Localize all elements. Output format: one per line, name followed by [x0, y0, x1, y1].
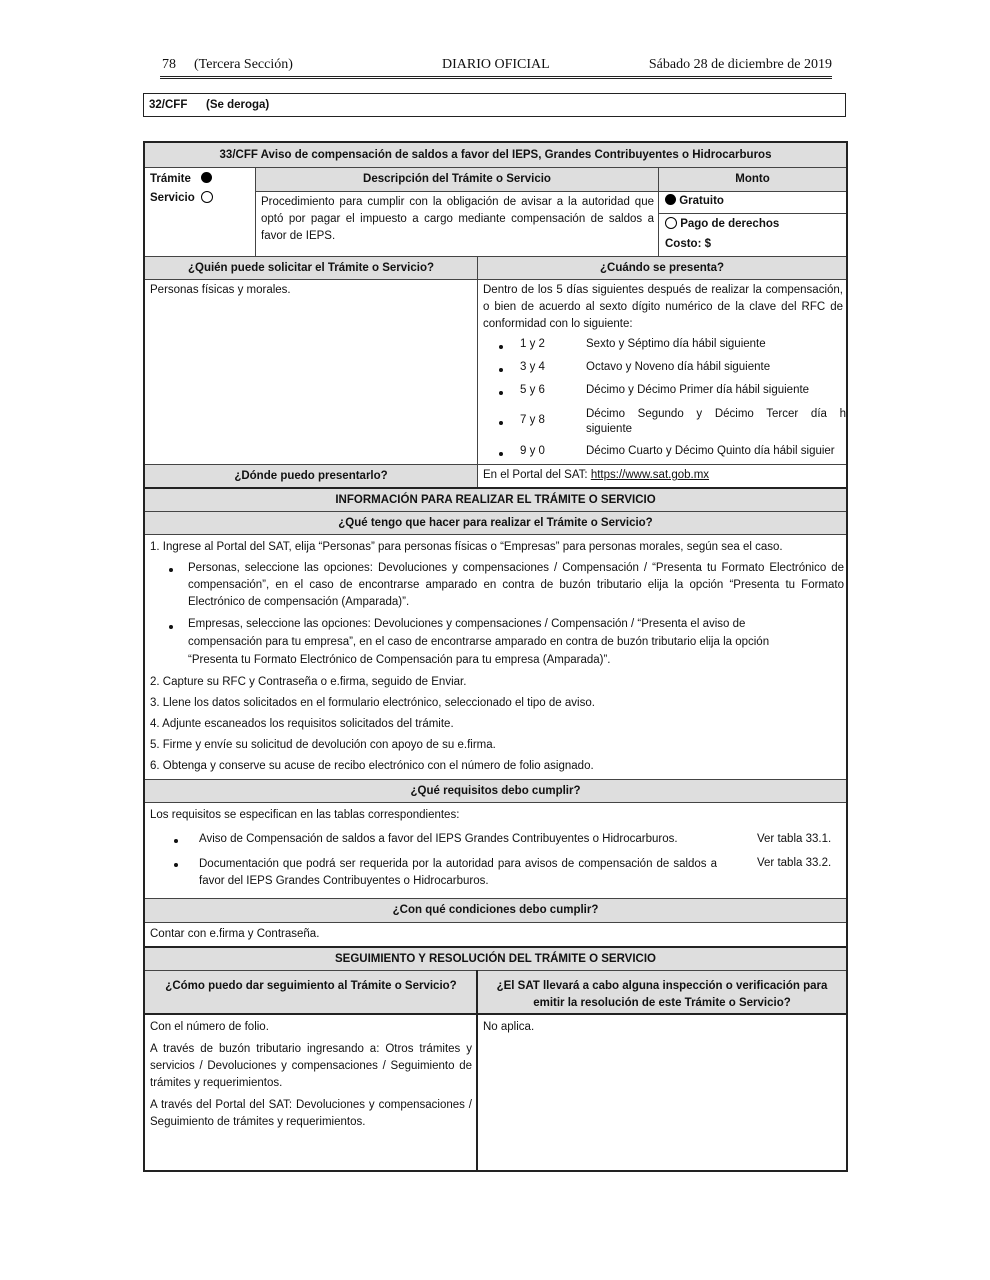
- derogated-code: 32/CFF: [149, 99, 188, 111]
- when-text: Dentro de los 5 días siguientes después de realizar la compensación, o bien de acuerdo al sexto dígito numérico de la clave del RFC de conformidad con lo siguiente:: [483, 284, 843, 330]
- schedule-day-cont: siguiente: [586, 423, 633, 435]
- step-1-personas: Personas, seleccione las opciones: Devoluciones y compensaciones / Compensación / “Presenta tu Formato Electrónico de compensación”, en el caso de encontrarse amparado en contra de buzón tributario elija la opción “Presenta tu Formato Electrónico de compensación (Amparada)”.: [188, 562, 844, 608]
- requirement-item: Documentación que podrá ser requerida por la autoridad para avisos de compensación de saldos a favor del IEPS Grandes Contribuyentes o Hidrocarburos.: [199, 858, 717, 887]
- schedule-digits: 9 y 0: [520, 445, 545, 457]
- tramite-selected-icon: [201, 172, 212, 183]
- requirement-ref: Ver tabla 33.1.: [757, 833, 832, 845]
- schedule-digits: 3 y 4: [520, 361, 545, 373]
- procedure-table: [143, 141, 848, 1172]
- procedure-title: 33/CFF Aviso de compensación de saldos a favor del IEPS, Grandes Contribuyentes o Hidrocarburos: [145, 143, 846, 167]
- requirement-ref: Ver tabla 33.2.: [757, 857, 832, 869]
- inspection-text: No aplica.: [483, 1021, 535, 1033]
- tramite-label: Trámite: [150, 172, 212, 185]
- requirements-intro: Los requisitos se especifican en las tablas correspondientes:: [150, 809, 460, 821]
- where-header: ¿Dónde puedo presentarlo?: [145, 465, 477, 487]
- publication-name: DIARIO OFICIAL: [442, 57, 550, 72]
- requirements-header: ¿Qué requisitos debo cumplir?: [145, 780, 846, 802]
- schedule-digits: 7 y 8: [520, 414, 545, 426]
- when-header: ¿Cuándo se presenta?: [478, 257, 846, 279]
- costo-label: Costo: $: [665, 238, 711, 250]
- tracking-portal: A través del Portal del SAT: Devoluciones y compensaciones / Seguimiento de trámites y requerimientos.: [150, 1099, 472, 1128]
- description-header: Descripción del Trámite o Servicio: [256, 168, 658, 191]
- step-6: 6. Obtenga y conserve su acuse de recibo electrónico con el número de folio asignado.: [150, 760, 594, 772]
- schedule-digits: 5 y 6: [520, 384, 545, 396]
- step-2: 2. Capture su RFC y Contraseña o e.firma, seguido de Enviar.: [150, 676, 467, 688]
- requirement-item: Aviso de Compensación de saldos a favor del IEPS Grandes Contribuyentes o Hidrocarburos.: [199, 833, 678, 845]
- section-label: (Tercera Sección): [194, 57, 293, 72]
- schedule-digits: 1 y 2: [520, 338, 545, 350]
- conditions-header: ¿Con qué condiciones debo cumplir?: [145, 899, 846, 922]
- pago-option: Pago de derechos: [665, 217, 779, 230]
- what-header: ¿Qué tengo que hacer para realizar el Trámite o Servicio?: [145, 512, 846, 534]
- inspection-header: ¿El SAT llevará a cabo alguna inspección o verificación para emitir la resolución de este Trámite o Servicio?: [478, 971, 846, 1013]
- step-4: 4. Adjunte escaneados los requisitos solicitados del trámite.: [150, 718, 454, 730]
- who-text: Personas físicas y morales.: [150, 284, 291, 296]
- schedule-day: Décimo Segundo y Décimo Tercer día h: [586, 408, 846, 420]
- tracking-buzon: A través de buzón tributario ingresando a: Otros trámites y servicios / Devoluciones y compensaciones / Seguimiento de trámites y requerimientos.: [150, 1043, 472, 1089]
- schedule-day: Octavo y Noveno día hábil siguiente: [586, 361, 771, 373]
- conditions-text: Contar con e.firma y Contraseña.: [150, 928, 320, 940]
- follow-up-section-header: SEGUIMIENTO Y RESOLUCIÓN DEL TRÁMITE O SERVICIO: [145, 948, 846, 970]
- description-text: Procedimiento para cumplir con la obligación de avisar a la autoridad que optó por pagar el impuesto a cargo mediante compensación de saldos a favor de IEPS.: [261, 196, 654, 242]
- pago-unselected-icon: [665, 217, 677, 229]
- schedule-day: Sexto y Séptimo día hábil siguiente: [586, 338, 766, 350]
- page-header: [160, 56, 832, 79]
- servicio-unselected-icon: [201, 191, 213, 203]
- tracking-header: ¿Cómo puedo dar seguimiento al Trámite o Servicio?: [145, 971, 477, 1013]
- where-text: En el Portal del SAT: https://www.sat.gob.mx: [483, 469, 710, 481]
- who-header: ¿Quién puede solicitar el Trámite o Servicio?: [145, 257, 477, 279]
- tracking-folio: Con el número de folio.: [150, 1021, 269, 1033]
- sat-portal-link[interactable]: https://www.sat.gob.mx: [590, 469, 710, 481]
- schedule-day: Décimo Cuarto y Décimo Quinto día hábil siguier: [586, 445, 835, 457]
- servicio-label: Servicio: [150, 191, 213, 204]
- gratuito-selected-icon: [665, 194, 676, 205]
- step-1-empresas-end: “Presenta tu Formato Electrónico de Compensación para tu empresa (Amparada)”.: [188, 654, 611, 666]
- derogated-box: [143, 93, 846, 117]
- gratuito-option: Gratuito: [665, 194, 724, 207]
- info-section-header: INFORMACIÓN PARA REALIZAR EL TRÁMITE O SERVICIO: [145, 489, 846, 511]
- derogated-note: (Se deroga): [206, 99, 270, 111]
- step-1: 1. Ingrese al Portal del SAT, elija “Personas” para personas físicas o “Empresas” para personas morales, según sea el caso.: [150, 541, 783, 553]
- monto-header: Monto: [659, 168, 846, 191]
- page-number: 78: [162, 57, 176, 72]
- publication-date: Sábado 28 de diciembre de 2019: [648, 57, 832, 72]
- step-1-empresas-cont: compensación para tu empresa”, en el caso de encontrarse amparado en contra de buzón tributario elija la opción: [188, 636, 770, 648]
- step-5: 5. Firme y envíe su solicitud de devolución con apoyo de su e.firma.: [150, 739, 496, 751]
- step-1-empresas: Empresas, seleccione las opciones: Devoluciones y compensaciones / Compensación / “Presenta el aviso de: [188, 618, 746, 630]
- step-3: 3. Llene los datos solicitados en el formulario electrónico, seleccionado el tipo de aviso.: [150, 697, 595, 709]
- schedule-day: Décimo y Décimo Primer día hábil siguiente: [586, 384, 810, 396]
